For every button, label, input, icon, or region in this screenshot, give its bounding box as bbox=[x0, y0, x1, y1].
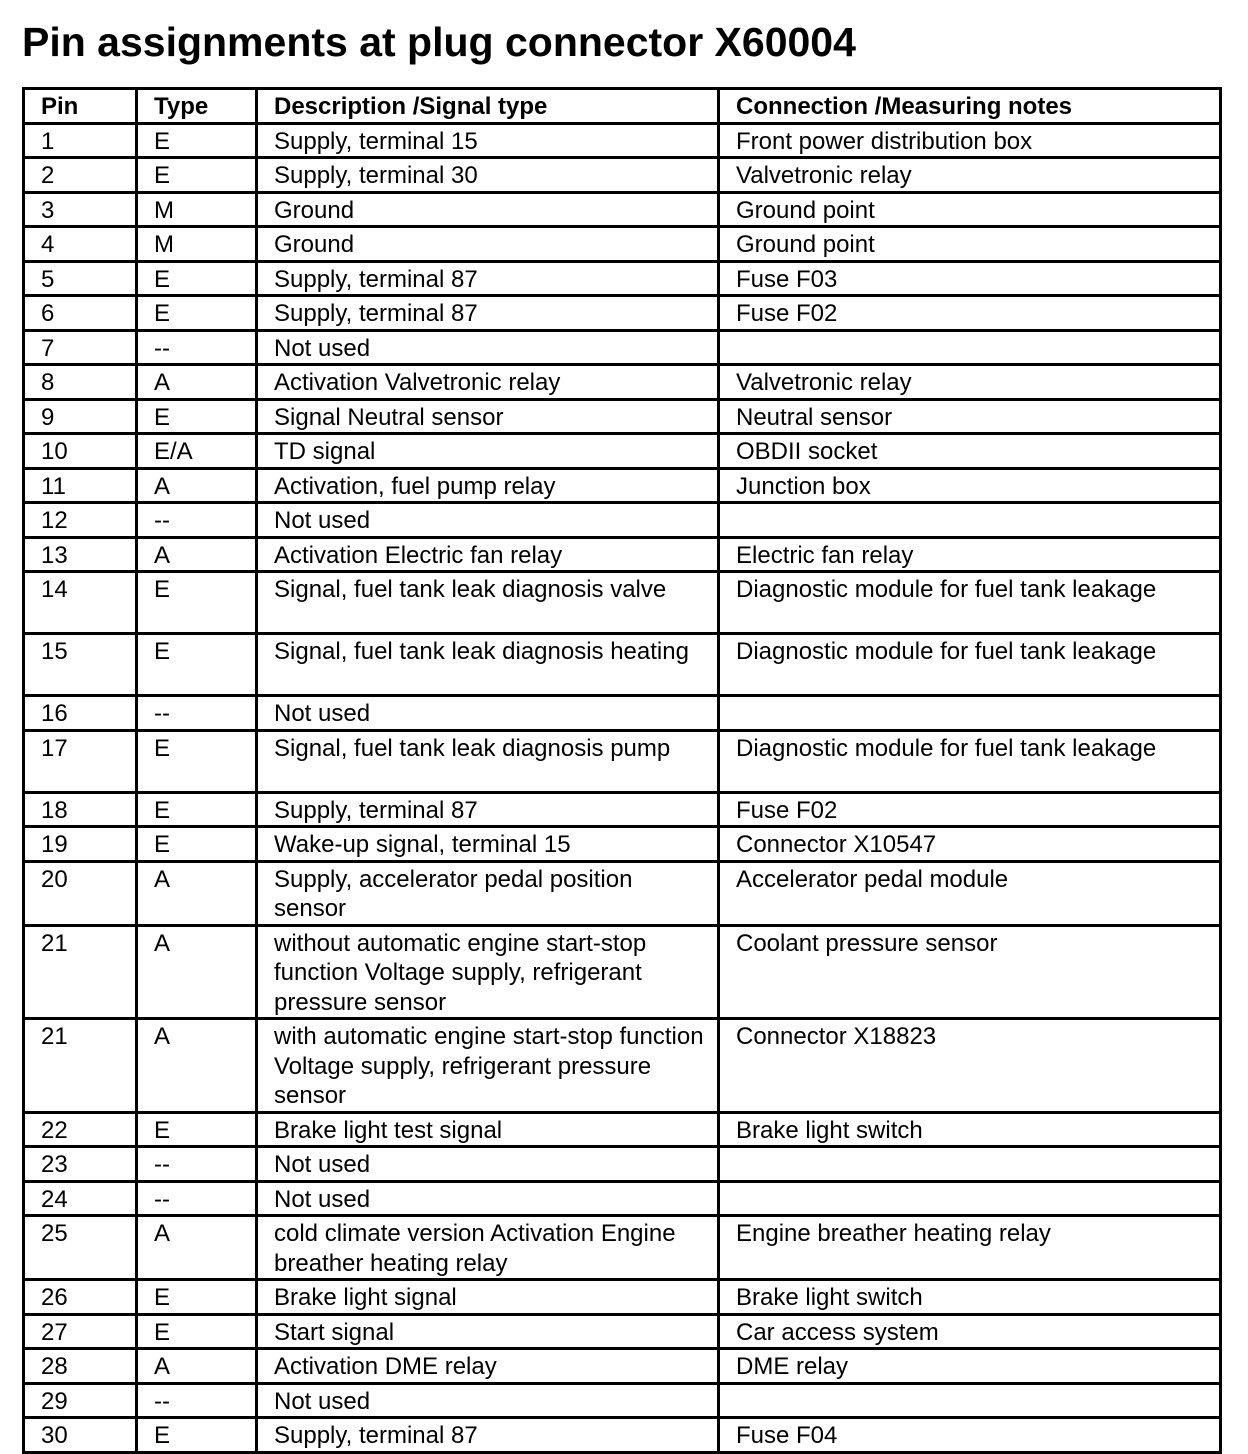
cell-type: A bbox=[137, 861, 257, 925]
cell-connection: Engine breather heating relay bbox=[719, 1216, 1221, 1280]
table-row bbox=[24, 1280, 1221, 1315]
cell-pin: 15 bbox=[24, 634, 137, 696]
cell-type: -- bbox=[137, 1383, 257, 1418]
cell-type: -- bbox=[137, 1147, 257, 1182]
table-row bbox=[24, 696, 1221, 731]
cell-connection: DME relay bbox=[719, 1349, 1221, 1384]
cell-pin: 6 bbox=[24, 296, 137, 331]
cell-pin: 17 bbox=[24, 730, 137, 792]
cell-pin: 27 bbox=[24, 1314, 137, 1349]
table-row bbox=[24, 399, 1221, 434]
cell-connection: Neutral sensor bbox=[719, 399, 1221, 434]
cell-type: E bbox=[137, 730, 257, 792]
cell-connection: Brake light switch bbox=[719, 1112, 1221, 1147]
cell-connection: Valvetronic relay bbox=[719, 365, 1221, 400]
cell-description: Not used bbox=[257, 503, 719, 538]
header-type: Type bbox=[137, 89, 257, 124]
cell-pin: 4 bbox=[24, 227, 137, 262]
table-row bbox=[24, 1112, 1221, 1147]
cell-type: E bbox=[137, 792, 257, 827]
cell-description: Activation Electric fan relay bbox=[257, 537, 719, 572]
cell-pin: 2 bbox=[24, 158, 137, 193]
cell-description: Supply, terminal 87 bbox=[257, 296, 719, 331]
table-row bbox=[24, 925, 1221, 1019]
cell-type: A bbox=[137, 468, 257, 503]
cell-type: -- bbox=[137, 1181, 257, 1216]
cell-connection: Front power distribution box bbox=[719, 123, 1221, 158]
table-row bbox=[24, 730, 1221, 792]
cell-description: Signal, fuel tank leak diagnosis heating bbox=[257, 634, 719, 696]
cell-description: Signal Neutral sensor bbox=[257, 399, 719, 434]
cell-type: E bbox=[137, 1314, 257, 1349]
cell-connection: Connector X10547 bbox=[719, 827, 1221, 862]
cell-pin: 14 bbox=[24, 572, 137, 634]
cell-pin: 5 bbox=[24, 261, 137, 296]
cell-pin: 18 bbox=[24, 792, 137, 827]
cell-type: E bbox=[137, 1112, 257, 1147]
cell-pin: 10 bbox=[24, 434, 137, 469]
table-row bbox=[24, 792, 1221, 827]
cell-type: E bbox=[137, 261, 257, 296]
cell-type: M bbox=[137, 227, 257, 262]
pin-assignment-table bbox=[22, 87, 1222, 1454]
cell-pin: 25 bbox=[24, 1216, 137, 1280]
table-row bbox=[24, 503, 1221, 538]
cell-type: A bbox=[137, 1019, 257, 1113]
cell-pin: 20 bbox=[24, 861, 137, 925]
cell-connection: Diagnostic module for fuel tank leakage bbox=[719, 572, 1221, 634]
cell-connection: Diagnostic module for fuel tank leakage bbox=[719, 634, 1221, 696]
cell-type: E bbox=[137, 827, 257, 862]
cell-description: TD signal bbox=[257, 434, 719, 469]
cell-description: Ground bbox=[257, 192, 719, 227]
cell-description: Supply, terminal 87 bbox=[257, 792, 719, 827]
cell-connection bbox=[719, 1147, 1221, 1182]
table-row bbox=[24, 1216, 1221, 1280]
table-row bbox=[24, 296, 1221, 331]
table-row bbox=[24, 1314, 1221, 1349]
cell-type: E bbox=[137, 296, 257, 331]
cell-type: E bbox=[137, 399, 257, 434]
table-row bbox=[24, 1181, 1221, 1216]
cell-description: Supply, accelerator pedal position sensor bbox=[257, 861, 719, 925]
cell-connection: Coolant pressure sensor bbox=[719, 925, 1221, 1019]
table-row bbox=[24, 1019, 1221, 1113]
cell-pin: 26 bbox=[24, 1280, 137, 1315]
cell-type: E bbox=[137, 634, 257, 696]
cell-pin: 8 bbox=[24, 365, 137, 400]
table-row bbox=[24, 1147, 1221, 1182]
cell-connection: Fuse F04 bbox=[719, 1418, 1221, 1453]
cell-description: Supply, terminal 87 bbox=[257, 1418, 719, 1453]
cell-description: Not used bbox=[257, 696, 719, 731]
cell-pin: 7 bbox=[24, 330, 137, 365]
cell-type: M bbox=[137, 192, 257, 227]
cell-description: cold climate version Activation Engine breather heating relay bbox=[257, 1216, 719, 1280]
cell-connection: Accelerator pedal module bbox=[719, 861, 1221, 925]
table-row bbox=[24, 1349, 1221, 1384]
cell-type: E bbox=[137, 572, 257, 634]
cell-connection: Valvetronic relay bbox=[719, 158, 1221, 193]
cell-connection bbox=[719, 696, 1221, 731]
cell-description: Wake-up signal, terminal 15 bbox=[257, 827, 719, 862]
cell-pin: 22 bbox=[24, 1112, 137, 1147]
cell-description: Start signal bbox=[257, 1314, 719, 1349]
cell-description: without automatic engine start-stop function Voltage supply, refrigerant pressure sensor bbox=[257, 925, 719, 1019]
cell-description: Not used bbox=[257, 1147, 719, 1182]
table-row bbox=[24, 123, 1221, 158]
cell-connection: Electric fan relay bbox=[719, 537, 1221, 572]
table-row bbox=[24, 827, 1221, 862]
table-row bbox=[24, 1383, 1221, 1418]
table-row bbox=[24, 537, 1221, 572]
cell-pin: 21 bbox=[24, 1019, 137, 1113]
cell-description: Supply, terminal 87 bbox=[257, 261, 719, 296]
cell-description: Brake light test signal bbox=[257, 1112, 719, 1147]
cell-description: Not used bbox=[257, 330, 719, 365]
table-row bbox=[24, 861, 1221, 925]
cell-description: Signal, fuel tank leak diagnosis pump bbox=[257, 730, 719, 792]
cell-type: E bbox=[137, 123, 257, 158]
cell-connection: Car access system bbox=[719, 1314, 1221, 1349]
table-row bbox=[24, 634, 1221, 696]
cell-pin: 30 bbox=[24, 1418, 137, 1453]
cell-pin: 21 bbox=[24, 925, 137, 1019]
cell-connection: Fuse F03 bbox=[719, 261, 1221, 296]
header-description: Description /Signal type bbox=[257, 89, 719, 124]
cell-description: Signal, fuel tank leak diagnosis valve bbox=[257, 572, 719, 634]
cell-description: Not used bbox=[257, 1181, 719, 1216]
cell-pin: 11 bbox=[24, 468, 137, 503]
cell-connection: Ground point bbox=[719, 192, 1221, 227]
cell-pin: 23 bbox=[24, 1147, 137, 1182]
cell-connection: Connector X18823 bbox=[719, 1019, 1221, 1113]
cell-pin: 3 bbox=[24, 192, 137, 227]
cell-connection bbox=[719, 330, 1221, 365]
cell-description: Not used bbox=[257, 1383, 719, 1418]
cell-description: Brake light signal bbox=[257, 1280, 719, 1315]
cell-type: -- bbox=[137, 503, 257, 538]
table-row bbox=[24, 158, 1221, 193]
cell-connection: Diagnostic module for fuel tank leakage bbox=[719, 730, 1221, 792]
cell-type: A bbox=[137, 925, 257, 1019]
page-title: Pin assignments at plug connector X60004 bbox=[22, 19, 856, 65]
cell-description: Ground bbox=[257, 227, 719, 262]
cell-connection: Junction box bbox=[719, 468, 1221, 503]
header-pin: Pin bbox=[24, 89, 137, 124]
cell-type: -- bbox=[137, 330, 257, 365]
table-row bbox=[24, 330, 1221, 365]
cell-type: E bbox=[137, 1418, 257, 1453]
cell-connection: Fuse F02 bbox=[719, 792, 1221, 827]
cell-pin: 9 bbox=[24, 399, 137, 434]
table-row bbox=[24, 261, 1221, 296]
cell-pin: 13 bbox=[24, 537, 137, 572]
cell-description: with automatic engine start-stop function Voltage supply, refrigerant pressure sensor bbox=[257, 1019, 719, 1113]
table-row bbox=[24, 1418, 1221, 1453]
cell-connection bbox=[719, 1181, 1221, 1216]
cell-description: Supply, terminal 15 bbox=[257, 123, 719, 158]
cell-connection: Fuse F02 bbox=[719, 296, 1221, 331]
cell-pin: 19 bbox=[24, 827, 137, 862]
cell-type: E bbox=[137, 1280, 257, 1315]
cell-connection: Ground point bbox=[719, 227, 1221, 262]
cell-pin: 29 bbox=[24, 1383, 137, 1418]
table-row bbox=[24, 572, 1221, 634]
cell-pin: 1 bbox=[24, 123, 137, 158]
cell-type: E/A bbox=[137, 434, 257, 469]
cell-connection: Brake light switch bbox=[719, 1280, 1221, 1315]
cell-type: A bbox=[137, 1349, 257, 1384]
table-header-row bbox=[24, 89, 1221, 124]
cell-type: A bbox=[137, 1216, 257, 1280]
cell-description: Activation Valvetronic relay bbox=[257, 365, 719, 400]
cell-type: E bbox=[137, 158, 257, 193]
cell-connection bbox=[719, 1383, 1221, 1418]
cell-type: A bbox=[137, 537, 257, 572]
cell-type: A bbox=[137, 365, 257, 400]
table-row bbox=[24, 434, 1221, 469]
table-row bbox=[24, 192, 1221, 227]
cell-pin: 24 bbox=[24, 1181, 137, 1216]
table-row bbox=[24, 365, 1221, 400]
table-row bbox=[24, 468, 1221, 503]
header-connection: Connection /Measuring notes bbox=[719, 89, 1221, 124]
cell-description: Supply, terminal 30 bbox=[257, 158, 719, 193]
cell-pin: 12 bbox=[24, 503, 137, 538]
cell-pin: 28 bbox=[24, 1349, 137, 1384]
cell-type: -- bbox=[137, 696, 257, 731]
cell-pin: 16 bbox=[24, 696, 137, 731]
cell-connection: OBDII socket bbox=[719, 434, 1221, 469]
table-row bbox=[24, 227, 1221, 262]
cell-description: Activation DME relay bbox=[257, 1349, 719, 1384]
cell-description: Activation, fuel pump relay bbox=[257, 468, 719, 503]
cell-connection bbox=[719, 503, 1221, 538]
